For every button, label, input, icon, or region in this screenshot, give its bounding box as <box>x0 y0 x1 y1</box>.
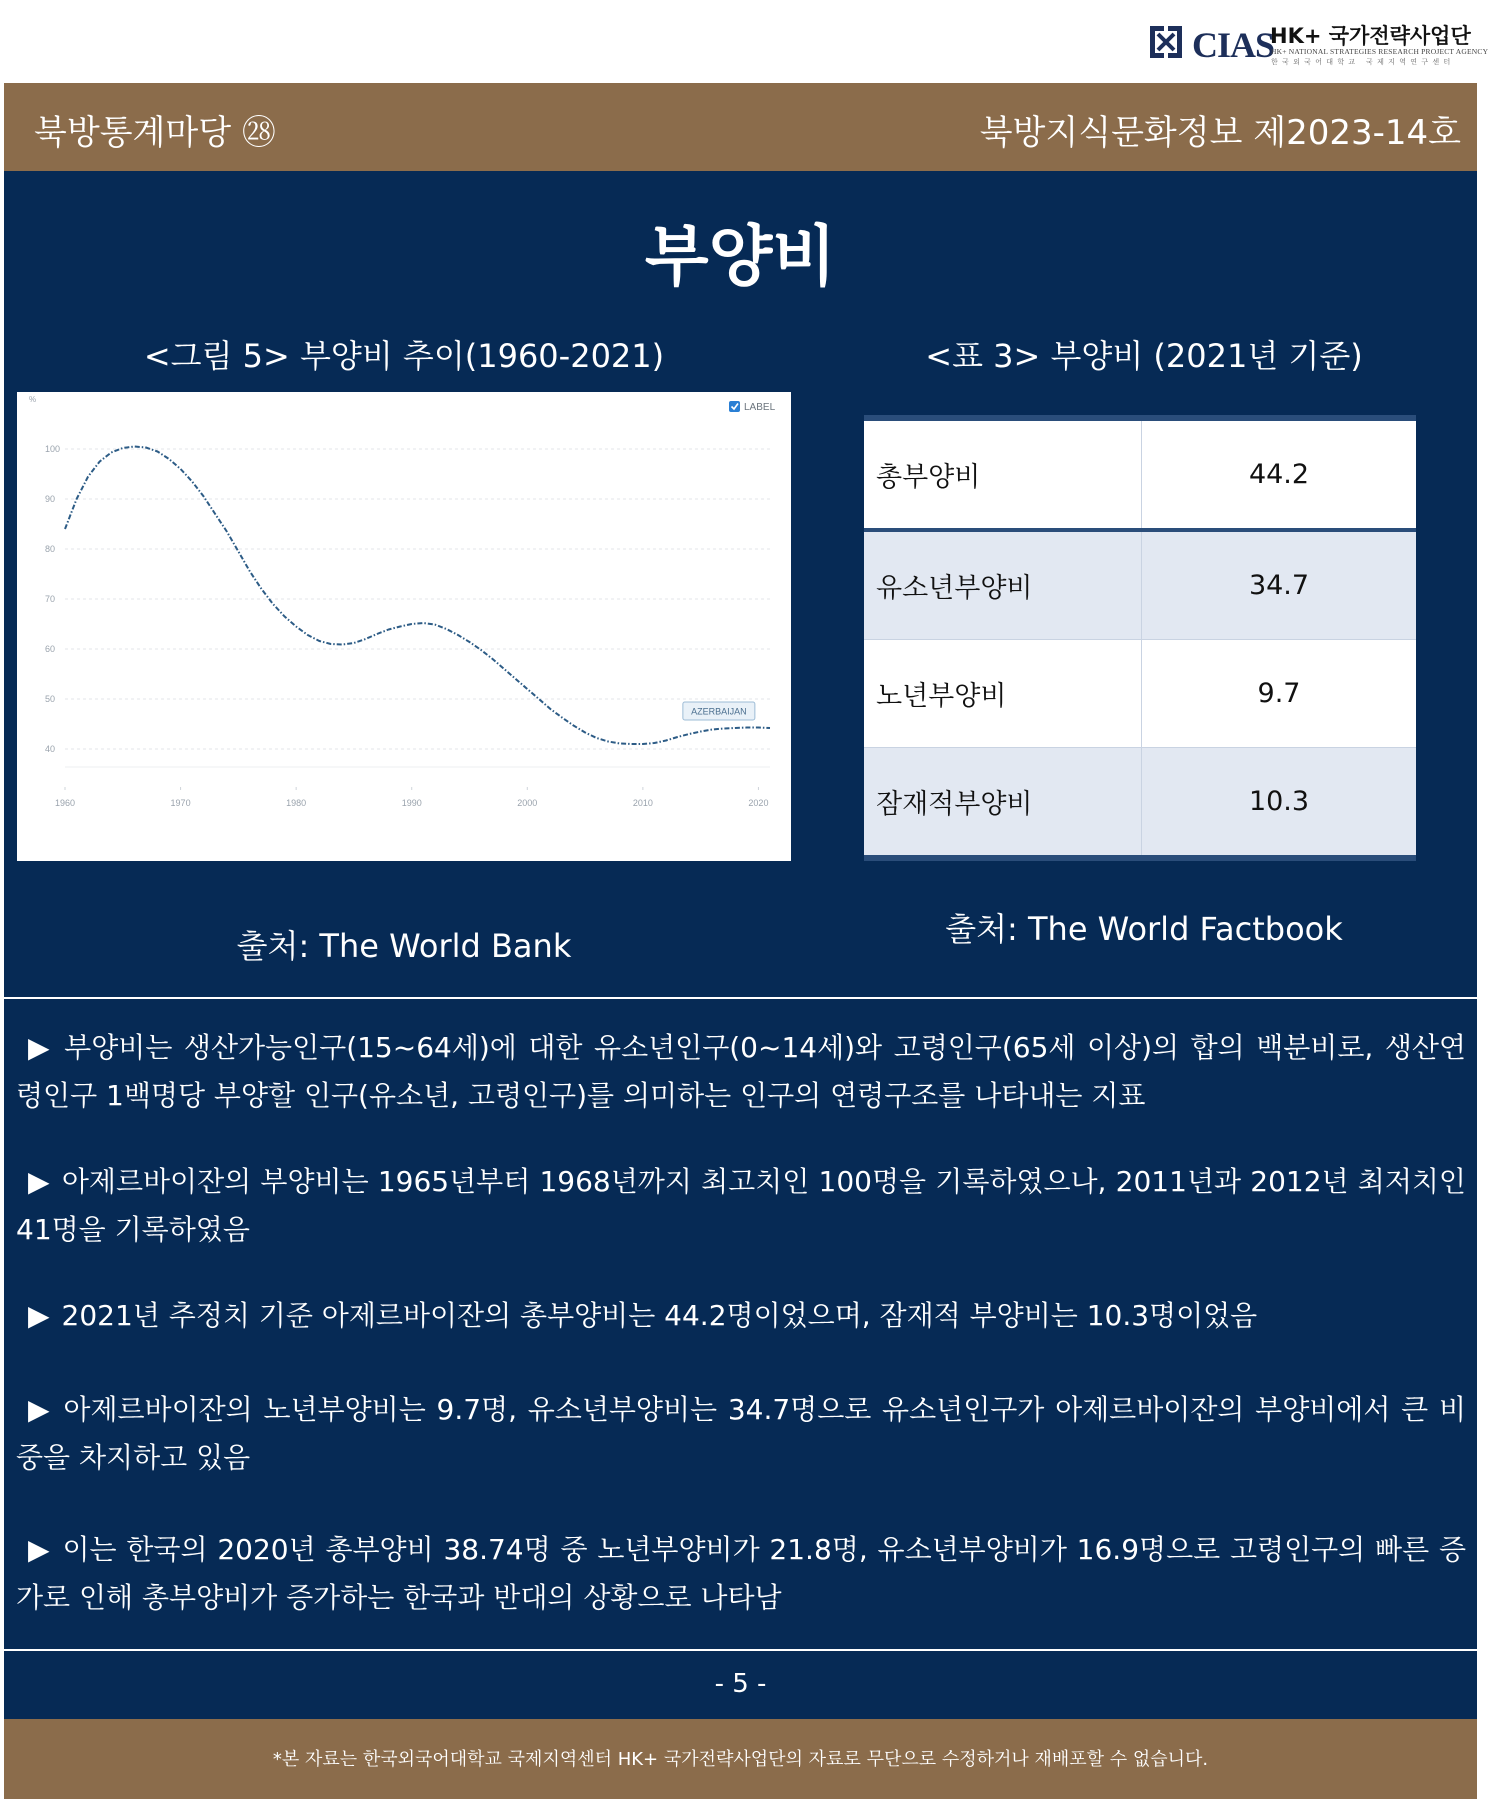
bullet-arrow-icon: ▶ <box>28 1533 51 1566</box>
bullet-arrow-icon: ▶ <box>28 1393 52 1426</box>
x-tick-label: 2020 <box>748 798 769 808</box>
logo-korean-subtitle: 한국외국어대학교 국제지역연구센터 <box>1271 58 1455 66</box>
bullet-item <box>16 1526 1466 1622</box>
y-tick-label: 90 <box>45 494 56 504</box>
x-tick-label: 1990 <box>401 798 422 808</box>
table-row-value: 9.7 <box>1142 640 1417 748</box>
bullet-arrow-icon: ▶ <box>28 1299 50 1332</box>
x-tick-label: 1960 <box>54 798 76 808</box>
table-row <box>864 530 1416 640</box>
bullet-text: 이는 한국의 2020년 총부양비 38.74명 중 노년부양비가 21.8명, 유소년부양비가 16.9명으로 고령인구의 빠른 증가로 인해 총부양비가 증가하는 한국과 반대의 상황으로 나타남 <box>16 1533 1466 1614</box>
series-label: AZERBAIJAN <box>691 706 747 717</box>
table-source: 출처: The World Factbook <box>945 910 1343 948</box>
y-tick-label: 70 <box>45 594 56 604</box>
table-row-value: 10.3 <box>1142 748 1417 859</box>
y-tick-label: 50 <box>45 694 56 704</box>
bullet-item <box>16 1024 1466 1120</box>
page-number-bar <box>4 1651 1477 1719</box>
bullet-arrow-icon: ▶ <box>28 1165 50 1198</box>
table-row-label: 잠재적부양비 <box>864 748 1142 859</box>
agency-logo <box>1140 18 1488 70</box>
table-row-label: 유소년부양비 <box>864 530 1142 640</box>
y-tick-label: 80 <box>45 544 56 554</box>
bullet-text: 부양비는 생산가능인구(15~64세)에 대한 유소년인구(0~14세)와 고령인구(65세 이상)의 합의 백분비로, 생산연령인구 1백명당 부양할 인구(유소년, 고령인구)를 의미하는 인구의 연령구조를 나타내는 지표 <box>16 1031 1466 1112</box>
y-axis-label: % <box>29 395 37 404</box>
x-tick-label: 2000 <box>517 798 538 808</box>
x-tick-label: 2010 <box>632 798 653 808</box>
cias-logo-icon <box>1144 20 1188 64</box>
table-row-value: 34.7 <box>1142 530 1417 640</box>
legend-label: LABEL <box>744 402 776 413</box>
bullet-text: 2021년 추정치 기준 아제르바이잔의 총부양비는 44.2명이었으며, 잠재적 부양비는 10.3명이었음 <box>61 1299 1258 1332</box>
copyright-note: *본 자료는 한국외국어대학교 국제지역센터 HK+ 국가전략사업단의 자료로 무단으로 수정하거나 재배포할 수 없습니다. <box>272 1749 1209 1770</box>
table-row <box>864 748 1416 859</box>
y-tick-label: 100 <box>45 444 61 454</box>
x-tick-label: 1980 <box>286 798 307 808</box>
logo-english-subtitle: HK+ NATIONAL STRATEGIES RESEARCH PROJECT AGENCY <box>1271 47 1488 56</box>
line-chart-svg <box>17 392 791 861</box>
figure-source: 출처: The World Bank <box>236 927 572 965</box>
table-row-label: 총부양비 <box>864 418 1142 530</box>
bullet-arrow-icon: ▶ <box>28 1031 53 1064</box>
page-number: - 5 - <box>714 1669 767 1699</box>
bullet-text: 아제르바이잔의 부양비는 1965년부터 1968년까지 최고치인 100명을 기록하였으나, 2011년과 2012년 최저치인 41명을 기록하였음 <box>16 1165 1466 1246</box>
main-panel <box>4 171 1477 997</box>
summary-panel <box>4 999 1477 1649</box>
bullet-item <box>16 1158 1466 1254</box>
header-bar <box>4 83 1477 171</box>
bullet-item <box>16 1292 1466 1340</box>
page-title: 부양비 <box>644 218 837 295</box>
footer-bar <box>4 1719 1477 1799</box>
dependency-ratio-table <box>864 415 1416 861</box>
table-row <box>864 418 1416 530</box>
y-tick-label: 60 <box>45 644 56 654</box>
figure-caption: <그림 5> 부양비 추이(1960-2021) <box>143 337 665 375</box>
logo-wordmark: CIAS <box>1192 25 1275 65</box>
series-title: 북방통계마당 ㉘ <box>34 113 276 153</box>
legend-checkbox-icon <box>729 401 740 412</box>
x-tick-label: 1970 <box>170 798 191 808</box>
series-line <box>65 447 770 745</box>
dependency-ratio-chart <box>17 392 791 861</box>
table-caption: <표 3> 부양비 (2021년 기준) <box>925 337 1363 375</box>
table-row-label: 노년부양비 <box>864 640 1142 748</box>
bullet-text: 아제르바이잔의 노년부양비는 9.7명, 유소년부양비는 34.7명으로 유소년인구가 아제르바이잔의 부양비에서 큰 비중을 차지하고 있음 <box>16 1393 1466 1474</box>
bullet-item <box>16 1386 1466 1482</box>
table-row <box>864 640 1416 748</box>
issue-number: 북방지식문화정보 제2023-14호 <box>979 113 1461 153</box>
y-tick-label: 40 <box>45 744 56 754</box>
logo-agency-title: HK+ 국가전략사업단 <box>1270 24 1471 48</box>
table-row-value: 44.2 <box>1142 418 1417 530</box>
